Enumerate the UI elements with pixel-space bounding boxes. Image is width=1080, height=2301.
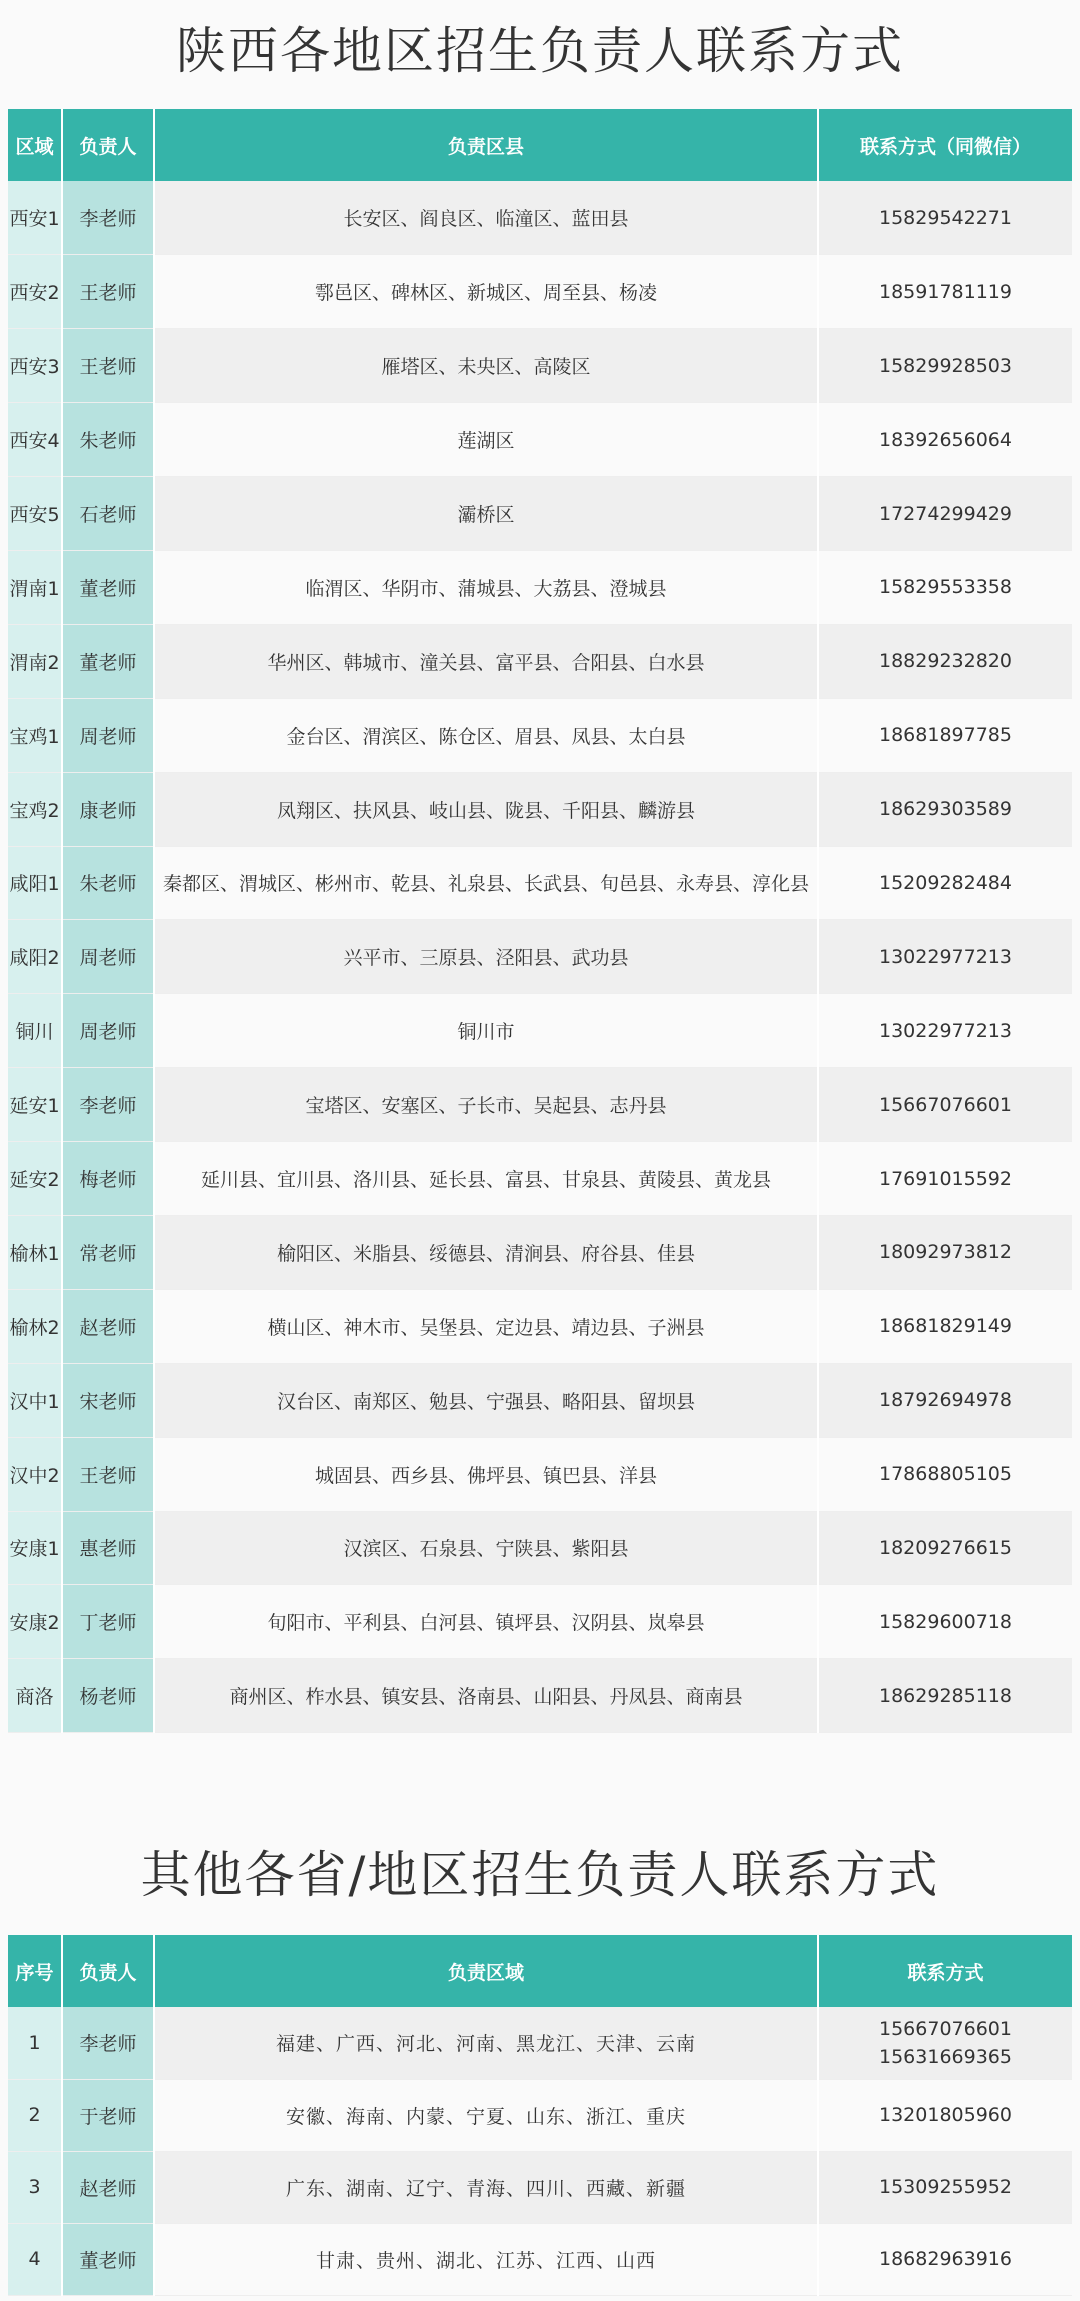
areas-cell: 城固县、西乡县、佛坪县、镇巴县、洋县 bbox=[154, 1437, 818, 1511]
phone-cell: 17868805105 bbox=[818, 1437, 1072, 1511]
header-phone: 联系方式 bbox=[818, 1935, 1072, 2007]
table-row bbox=[8, 1142, 1072, 1216]
phone-cell: 17691015592 bbox=[818, 1142, 1072, 1216]
phone-cell: 18209276615 bbox=[818, 1511, 1072, 1585]
phone-cell: 18092973812 bbox=[818, 1215, 1072, 1289]
table-row bbox=[8, 329, 1072, 403]
region-cell: 西安5 bbox=[8, 477, 62, 551]
person-cell: 董老师 bbox=[62, 2223, 154, 2295]
region-cell: 西安4 bbox=[8, 403, 62, 477]
phone-cell: 18392656064 bbox=[818, 403, 1072, 477]
region-cell: 汉中2 bbox=[8, 1437, 62, 1511]
table-row bbox=[8, 1289, 1072, 1363]
phone-cell bbox=[818, 2007, 1072, 2079]
table-row bbox=[8, 403, 1072, 477]
person-cell: 周老师 bbox=[62, 920, 154, 994]
person-cell: 朱老师 bbox=[62, 846, 154, 920]
region-cell: 宝鸡2 bbox=[8, 772, 62, 846]
header-areas: 负责区县 bbox=[154, 109, 818, 181]
areas-cell: 安徽、海南、内蒙、宁夏、山东、浙江、重庆 bbox=[154, 2079, 818, 2151]
areas-cell: 福建、广西、河北、河南、黑龙江、天津、云南 bbox=[154, 2007, 818, 2079]
person-cell: 董老师 bbox=[62, 624, 154, 698]
phone-number: 15631669365 bbox=[879, 2045, 1012, 2068]
phone-cell bbox=[818, 2151, 1072, 2223]
shaanxi-contact-table bbox=[8, 109, 1072, 1733]
shaanxi-section-title: 陕西各地区招生负责人联系方式 bbox=[176, 22, 904, 80]
areas-cell: 华州区、韩城市、潼关县、富平县、合阳县、白水县 bbox=[154, 624, 818, 698]
areas-cell: 商州区、柞水县、镇安县、洛南县、山阳县、丹凤县、商南县 bbox=[154, 1659, 818, 1733]
phone-cell: 17274299429 bbox=[818, 477, 1072, 551]
region-cell: 安康1 bbox=[8, 1511, 62, 1585]
table-row bbox=[8, 772, 1072, 846]
header-phone: 联系方式（同微信） bbox=[818, 109, 1072, 181]
phone-cell bbox=[818, 2079, 1072, 2151]
table-row bbox=[8, 624, 1072, 698]
table-header-row bbox=[8, 109, 1072, 181]
region-cell: 渭南1 bbox=[8, 550, 62, 624]
index-cell: 4 bbox=[8, 2223, 62, 2295]
table-header-row bbox=[8, 1935, 1072, 2007]
region-cell: 榆林1 bbox=[8, 1215, 62, 1289]
areas-cell: 金台区、渭滨区、陈仓区、眉县、凤县、太白县 bbox=[154, 698, 818, 772]
areas-cell: 灞桥区 bbox=[154, 477, 818, 551]
table-row bbox=[8, 2223, 1072, 2295]
person-cell: 赵老师 bbox=[62, 1289, 154, 1363]
person-cell: 宋老师 bbox=[62, 1363, 154, 1437]
other-provinces-table-body bbox=[8, 2007, 1072, 2295]
person-cell: 李老师 bbox=[62, 1068, 154, 1142]
areas-cell: 横山区、神木市、吴堡县、定边县、靖边县、子洲县 bbox=[154, 1289, 818, 1363]
region-cell: 咸阳1 bbox=[8, 846, 62, 920]
person-cell: 惠老师 bbox=[62, 1511, 154, 1585]
phone-number: 15667076601 bbox=[879, 2017, 1012, 2040]
table-row bbox=[8, 2007, 1072, 2079]
areas-cell: 铜川市 bbox=[154, 994, 818, 1068]
phone-cell: 18829232820 bbox=[818, 624, 1072, 698]
region-cell: 西安2 bbox=[8, 255, 62, 329]
header-areas: 负责区域 bbox=[154, 1935, 818, 2007]
header-region: 区域 bbox=[8, 109, 62, 181]
table-row bbox=[8, 920, 1072, 994]
table-row bbox=[8, 550, 1072, 624]
person-cell: 常老师 bbox=[62, 1215, 154, 1289]
areas-cell: 临渭区、华阴市、蒲城县、大荔县、澄城县 bbox=[154, 550, 818, 624]
phone-cell: 18591781119 bbox=[818, 255, 1072, 329]
phone-cell: 15829600718 bbox=[818, 1585, 1072, 1659]
phone-number: 15309255952 bbox=[879, 2176, 1012, 2198]
other-provinces-section-title: 其他各省/地区招生负责人联系方式 bbox=[140, 1846, 940, 1904]
person-cell: 杨老师 bbox=[62, 1659, 154, 1733]
region-cell: 渭南2 bbox=[8, 624, 62, 698]
table-row bbox=[8, 1437, 1072, 1511]
areas-cell: 凤翔区、扶风县、岐山县、陇县、千阳县、麟游县 bbox=[154, 772, 818, 846]
index-cell: 3 bbox=[8, 2151, 62, 2223]
phone-cell: 18792694978 bbox=[818, 1363, 1072, 1437]
other-provinces-contact-table bbox=[8, 1935, 1072, 2296]
table-row bbox=[8, 181, 1072, 255]
areas-cell: 汉滨区、石泉县、宁陕县、紫阳县 bbox=[154, 1511, 818, 1585]
phone-cell: 18629303589 bbox=[818, 772, 1072, 846]
areas-cell: 汉台区、南郑区、勉县、宁强县、略阳县、留坝县 bbox=[154, 1363, 818, 1437]
person-cell: 周老师 bbox=[62, 698, 154, 772]
table-row bbox=[8, 2079, 1072, 2151]
header-person: 负责人 bbox=[62, 1935, 154, 2007]
phone-number: 18682963916 bbox=[879, 2248, 1012, 2270]
table-row bbox=[8, 698, 1072, 772]
header-person: 负责人 bbox=[62, 109, 154, 181]
phone-cell: 18629285118 bbox=[818, 1659, 1072, 1733]
person-cell: 周老师 bbox=[62, 994, 154, 1068]
areas-cell: 长安区、阎良区、临潼区、蓝田县 bbox=[154, 181, 818, 255]
table-row bbox=[8, 846, 1072, 920]
person-cell: 王老师 bbox=[62, 329, 154, 403]
header-index: 序号 bbox=[8, 1935, 62, 2007]
table-row bbox=[8, 1659, 1072, 1733]
table-row bbox=[8, 2151, 1072, 2223]
table-row bbox=[8, 1511, 1072, 1585]
phone-cell: 18681829149 bbox=[818, 1289, 1072, 1363]
table-row bbox=[8, 1363, 1072, 1437]
person-cell: 丁老师 bbox=[62, 1585, 154, 1659]
areas-cell: 甘肃、贵州、湖北、江苏、江西、山西 bbox=[154, 2223, 818, 2295]
table-row bbox=[8, 1585, 1072, 1659]
region-cell: 榆林2 bbox=[8, 1289, 62, 1363]
table-row bbox=[8, 255, 1072, 329]
region-cell: 咸阳2 bbox=[8, 920, 62, 994]
areas-cell: 秦都区、渭城区、彬州市、乾县、礼泉县、长武县、旬邑县、永寿县、淳化县 bbox=[154, 846, 818, 920]
areas-cell: 兴平市、三原县、泾阳县、武功县 bbox=[154, 920, 818, 994]
person-cell: 李老师 bbox=[62, 181, 154, 255]
phone-cell: 15829928503 bbox=[818, 329, 1072, 403]
person-cell: 于老师 bbox=[62, 2079, 154, 2151]
person-cell: 朱老师 bbox=[62, 403, 154, 477]
phone-cell: 18681897785 bbox=[818, 698, 1072, 772]
phone-cell: 15209282484 bbox=[818, 846, 1072, 920]
shaanxi-table-body bbox=[8, 181, 1072, 1733]
person-cell: 康老师 bbox=[62, 772, 154, 846]
person-cell: 梅老师 bbox=[62, 1142, 154, 1216]
areas-cell: 莲湖区 bbox=[154, 403, 818, 477]
person-cell: 赵老师 bbox=[62, 2151, 154, 2223]
person-cell: 董老师 bbox=[62, 550, 154, 624]
areas-cell: 旬阳市、平利县、白河县、镇坪县、汉阴县、岚皋县 bbox=[154, 1585, 818, 1659]
areas-cell: 广东、湖南、辽宁、青海、四川、西藏、新疆 bbox=[154, 2151, 818, 2223]
areas-cell: 鄠邑区、碑林区、新城区、周至县、杨凌 bbox=[154, 255, 818, 329]
index-cell: 1 bbox=[8, 2007, 62, 2079]
table-row bbox=[8, 1215, 1072, 1289]
region-cell: 延安2 bbox=[8, 1142, 62, 1216]
areas-cell: 延川县、宜川县、洛川县、延长县、富县、甘泉县、黄陵县、黄龙县 bbox=[154, 1142, 818, 1216]
region-cell: 延安1 bbox=[8, 1068, 62, 1142]
table-row bbox=[8, 994, 1072, 1068]
region-cell: 安康2 bbox=[8, 1585, 62, 1659]
person-cell: 王老师 bbox=[62, 255, 154, 329]
region-cell: 西安3 bbox=[8, 329, 62, 403]
table-row bbox=[8, 477, 1072, 551]
region-cell: 西安1 bbox=[8, 181, 62, 255]
areas-cell: 雁塔区、未央区、高陵区 bbox=[154, 329, 818, 403]
phone-cell: 15667076601 bbox=[818, 1068, 1072, 1142]
person-cell: 李老师 bbox=[62, 2007, 154, 2079]
areas-cell: 宝塔区、安塞区、子长市、吴起县、志丹县 bbox=[154, 1068, 818, 1142]
region-cell: 商洛 bbox=[8, 1659, 62, 1733]
phone-cell: 15829553358 bbox=[818, 550, 1072, 624]
table-row bbox=[8, 1068, 1072, 1142]
person-cell: 石老师 bbox=[62, 477, 154, 551]
areas-cell: 榆阳区、米脂县、绥德县、清涧县、府谷县、佳县 bbox=[154, 1215, 818, 1289]
index-cell: 2 bbox=[8, 2079, 62, 2151]
region-cell: 铜川 bbox=[8, 994, 62, 1068]
phone-cell: 15829542271 bbox=[818, 181, 1072, 255]
phone-number: 13201805960 bbox=[879, 2104, 1012, 2126]
phone-cell: 13022977213 bbox=[818, 920, 1072, 994]
region-cell: 宝鸡1 bbox=[8, 698, 62, 772]
region-cell: 汉中1 bbox=[8, 1363, 62, 1437]
phone-cell: 13022977213 bbox=[818, 994, 1072, 1068]
person-cell: 王老师 bbox=[62, 1437, 154, 1511]
phone-cell bbox=[818, 2223, 1072, 2295]
